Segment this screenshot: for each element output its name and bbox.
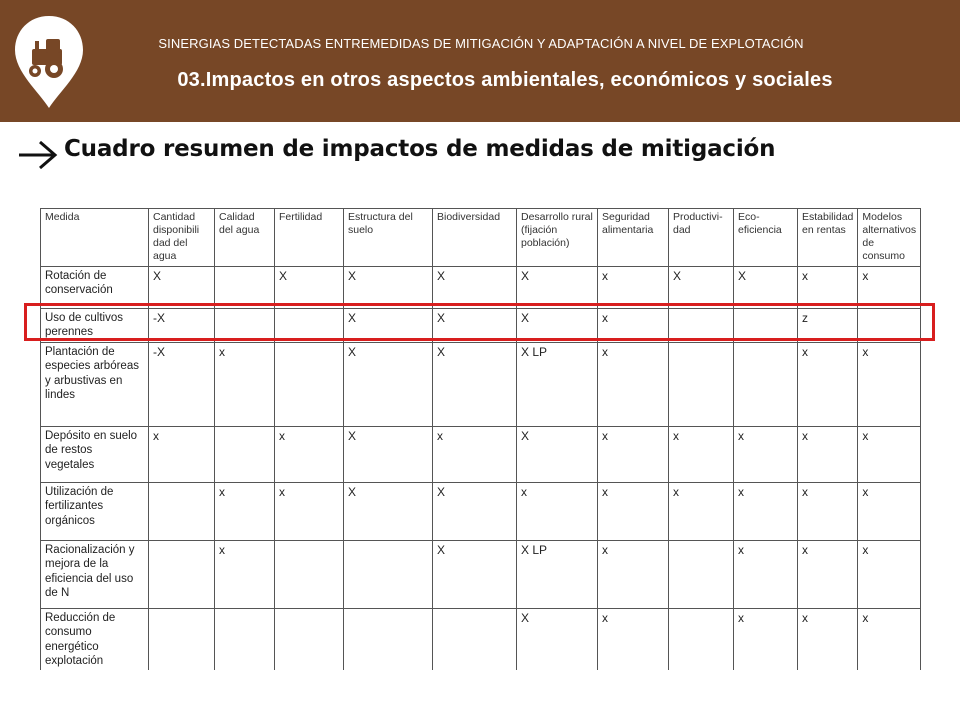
impact-mark-cell: z <box>798 309 858 343</box>
tractor-location-pin-icon <box>13 14 85 110</box>
impact-mark-cell <box>669 608 734 670</box>
impact-mark-cell: x <box>598 426 669 482</box>
table-row <box>41 342 921 426</box>
impact-mark-cell <box>669 342 734 426</box>
impact-mark-cell: x <box>858 482 921 540</box>
measure-name-cell: Uso de cultivos perennes <box>41 309 149 343</box>
impact-mark-cell: x <box>858 267 921 309</box>
impacts-table <box>40 208 921 670</box>
impact-mark-cell: X <box>344 309 433 343</box>
column-header: Eco- eficiencia <box>734 209 798 267</box>
impact-mark-cell: X <box>275 267 344 309</box>
impact-mark-cell: X <box>433 342 517 426</box>
impact-mark-cell: -X <box>149 342 215 426</box>
impact-mark-cell: X LP <box>517 342 598 426</box>
column-header: Estabilidad en rentas <box>798 209 858 267</box>
impact-mark-cell: x <box>275 426 344 482</box>
column-header: Productivi- dad <box>669 209 734 267</box>
table-header-row <box>41 209 921 267</box>
impact-mark-cell: X <box>344 342 433 426</box>
impact-mark-cell: X <box>517 309 598 343</box>
header-title: 03.Impactos en otros aspectos ambientales, económicos y sociales <box>177 69 833 91</box>
measure-name-cell: Utilización de fertilizantes orgánicos <box>41 482 149 540</box>
column-header: Cantidad disponibili dad del agua <box>149 209 215 267</box>
impact-mark-cell: X LP <box>517 540 598 608</box>
impact-mark-cell: x <box>669 482 734 540</box>
impact-mark-cell: X <box>433 267 517 309</box>
impact-mark-cell: x <box>734 482 798 540</box>
impact-mark-cell <box>344 540 433 608</box>
impact-mark-cell: -X <box>149 309 215 343</box>
impact-mark-cell: X <box>734 267 798 309</box>
impact-mark-cell: x <box>215 540 275 608</box>
column-header: Biodiversidad <box>433 209 517 267</box>
impact-mark-cell: X <box>344 267 433 309</box>
impact-mark-cell <box>215 426 275 482</box>
column-header: Seguridad alimentaria <box>598 209 669 267</box>
impact-mark-cell <box>149 482 215 540</box>
column-header: Fertilidad <box>275 209 344 267</box>
column-header-medida: Medida <box>41 209 149 267</box>
impact-mark-cell: X <box>149 267 215 309</box>
impact-mark-cell: x <box>598 540 669 608</box>
impact-mark-cell: X <box>517 267 598 309</box>
impact-mark-cell: x <box>669 426 734 482</box>
impact-mark-cell: x <box>858 608 921 670</box>
impact-mark-cell: x <box>215 342 275 426</box>
impact-mark-cell: x <box>517 482 598 540</box>
impact-mark-cell: X <box>344 482 433 540</box>
impact-mark-cell: x <box>734 540 798 608</box>
impact-mark-cell: x <box>798 540 858 608</box>
impact-mark-cell <box>149 608 215 670</box>
impact-mark-cell: x <box>734 608 798 670</box>
column-header: Calidad del agua <box>215 209 275 267</box>
impact-mark-cell <box>275 608 344 670</box>
impact-mark-cell: x <box>598 342 669 426</box>
impact-mark-cell <box>433 608 517 670</box>
table-row <box>41 540 921 608</box>
impact-mark-cell: x <box>275 482 344 540</box>
impact-mark-cell <box>344 608 433 670</box>
impact-mark-cell: X <box>517 426 598 482</box>
impact-mark-cell: x <box>149 426 215 482</box>
table-row <box>41 426 921 482</box>
measure-name-cell: Rotación de conservación <box>41 267 149 309</box>
impact-mark-cell: x <box>798 267 858 309</box>
impact-mark-cell: X <box>433 482 517 540</box>
impact-mark-cell: X <box>433 540 517 608</box>
impact-mark-cell: X <box>344 426 433 482</box>
impact-mark-cell <box>215 608 275 670</box>
page-header <box>0 0 960 122</box>
impact-mark-cell: x <box>858 426 921 482</box>
column-header: Estructura del suelo <box>344 209 433 267</box>
impact-mark-cell: x <box>215 482 275 540</box>
table-row <box>41 608 921 670</box>
impact-mark-cell: x <box>798 482 858 540</box>
impact-mark-cell: x <box>858 540 921 608</box>
impact-mark-cell <box>275 342 344 426</box>
impact-mark-cell: x <box>598 267 669 309</box>
column-header: Modelos alternativos de consumo <box>858 209 921 267</box>
impact-mark-cell: x <box>858 342 921 426</box>
header-subtitle: SINERGIAS DETECTADAS ENTREMEDIDAS DE MITIGACIÓN Y ADAPTACIÓN A NIVEL DE EXPLOTACIÓN <box>158 36 804 51</box>
impact-mark-cell: x <box>798 426 858 482</box>
impact-mark-cell <box>275 540 344 608</box>
column-header: Desarrollo rural (fijación población) <box>517 209 598 267</box>
impact-mark-cell: x <box>598 309 669 343</box>
impact-mark-cell: x <box>798 608 858 670</box>
measure-name-cell: Depósito en suelo de restos vegetales <box>41 426 149 482</box>
measure-name-cell: Reducción de consumo energético explotación <box>41 608 149 670</box>
highlight-box <box>24 303 935 341</box>
impacts-table-image <box>28 196 932 670</box>
impact-mark-cell: x <box>598 482 669 540</box>
measure-name-cell: Plantación de especies arbóreas y arbustivas en lindes <box>41 342 149 426</box>
impact-mark-cell: X <box>669 267 734 309</box>
impact-mark-cell: x <box>598 608 669 670</box>
impact-mark-cell: x <box>433 426 517 482</box>
impact-mark-cell: x <box>798 342 858 426</box>
arrow-right-icon <box>16 137 60 173</box>
impact-mark-cell: X <box>517 608 598 670</box>
impact-mark-cell <box>149 540 215 608</box>
impact-mark-cell: x <box>734 426 798 482</box>
impact-mark-cell <box>734 342 798 426</box>
impact-mark-cell: X <box>433 309 517 343</box>
impact-mark-cell <box>669 540 734 608</box>
measure-name-cell: Racionalización y mejora de la eficiencia del uso de N <box>41 540 149 608</box>
section-title: Cuadro resumen de impactos de medidas de mitigación <box>64 136 776 162</box>
table-row <box>41 482 921 540</box>
